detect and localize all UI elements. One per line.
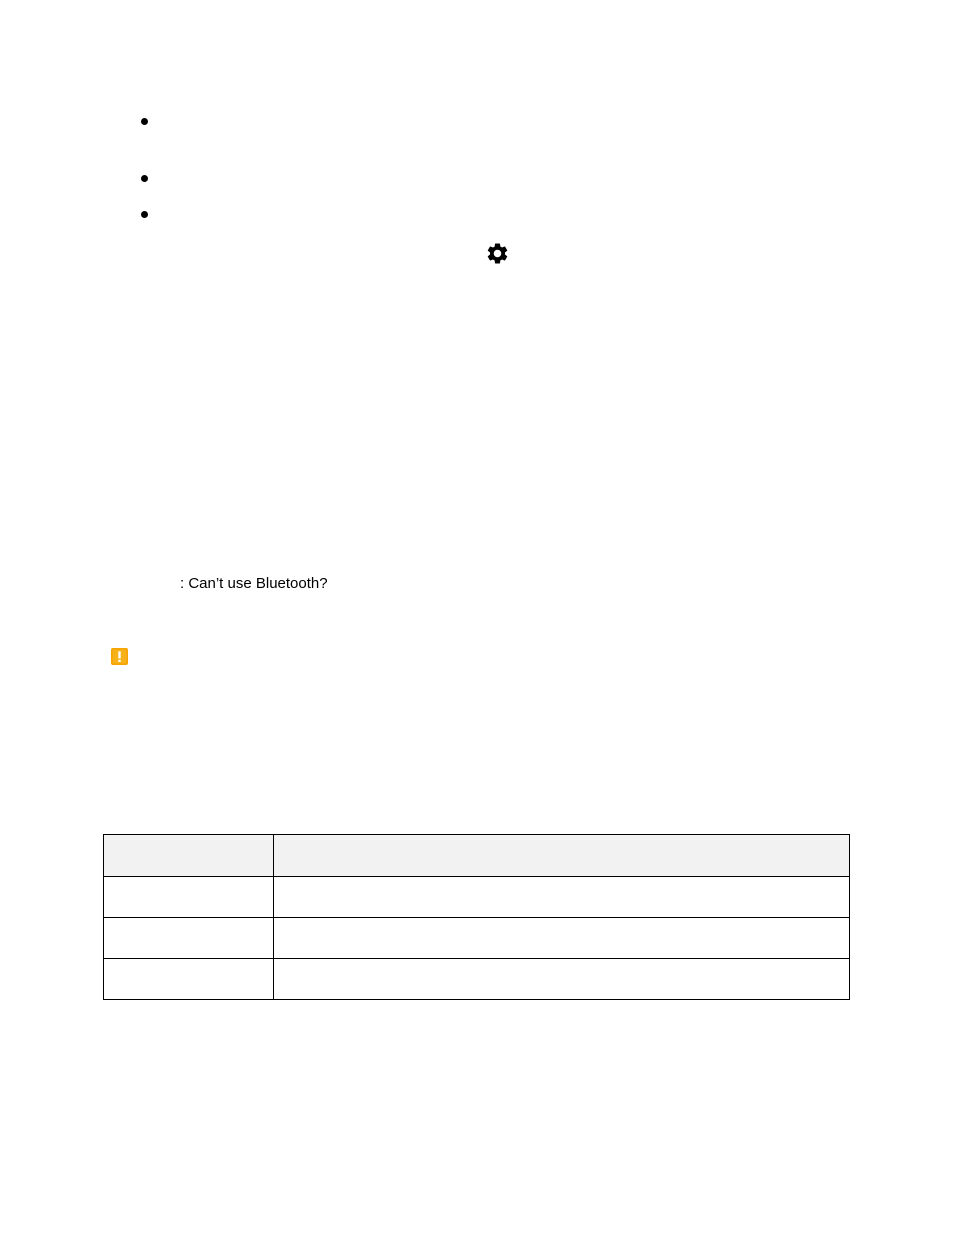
table-cell bbox=[104, 918, 274, 959]
table-header-row bbox=[104, 835, 850, 877]
table-row bbox=[104, 877, 850, 918]
table-row bbox=[104, 959, 850, 1000]
table-header-cell bbox=[104, 835, 274, 877]
table-cell bbox=[274, 918, 850, 959]
gear-icon bbox=[485, 241, 510, 266]
table-cell bbox=[104, 959, 274, 1000]
table-cell bbox=[274, 877, 850, 918]
info-table bbox=[103, 834, 850, 1000]
bullet-1 bbox=[141, 118, 148, 125]
table-header-cell bbox=[274, 835, 850, 877]
table-row bbox=[104, 918, 850, 959]
bullet-2 bbox=[141, 175, 148, 182]
table-cell bbox=[104, 877, 274, 918]
table-cell bbox=[274, 959, 850, 1000]
warning-icon bbox=[111, 648, 128, 665]
bullet-3 bbox=[141, 211, 148, 218]
tip-text: : Can’t use Bluetooth? bbox=[180, 575, 328, 592]
